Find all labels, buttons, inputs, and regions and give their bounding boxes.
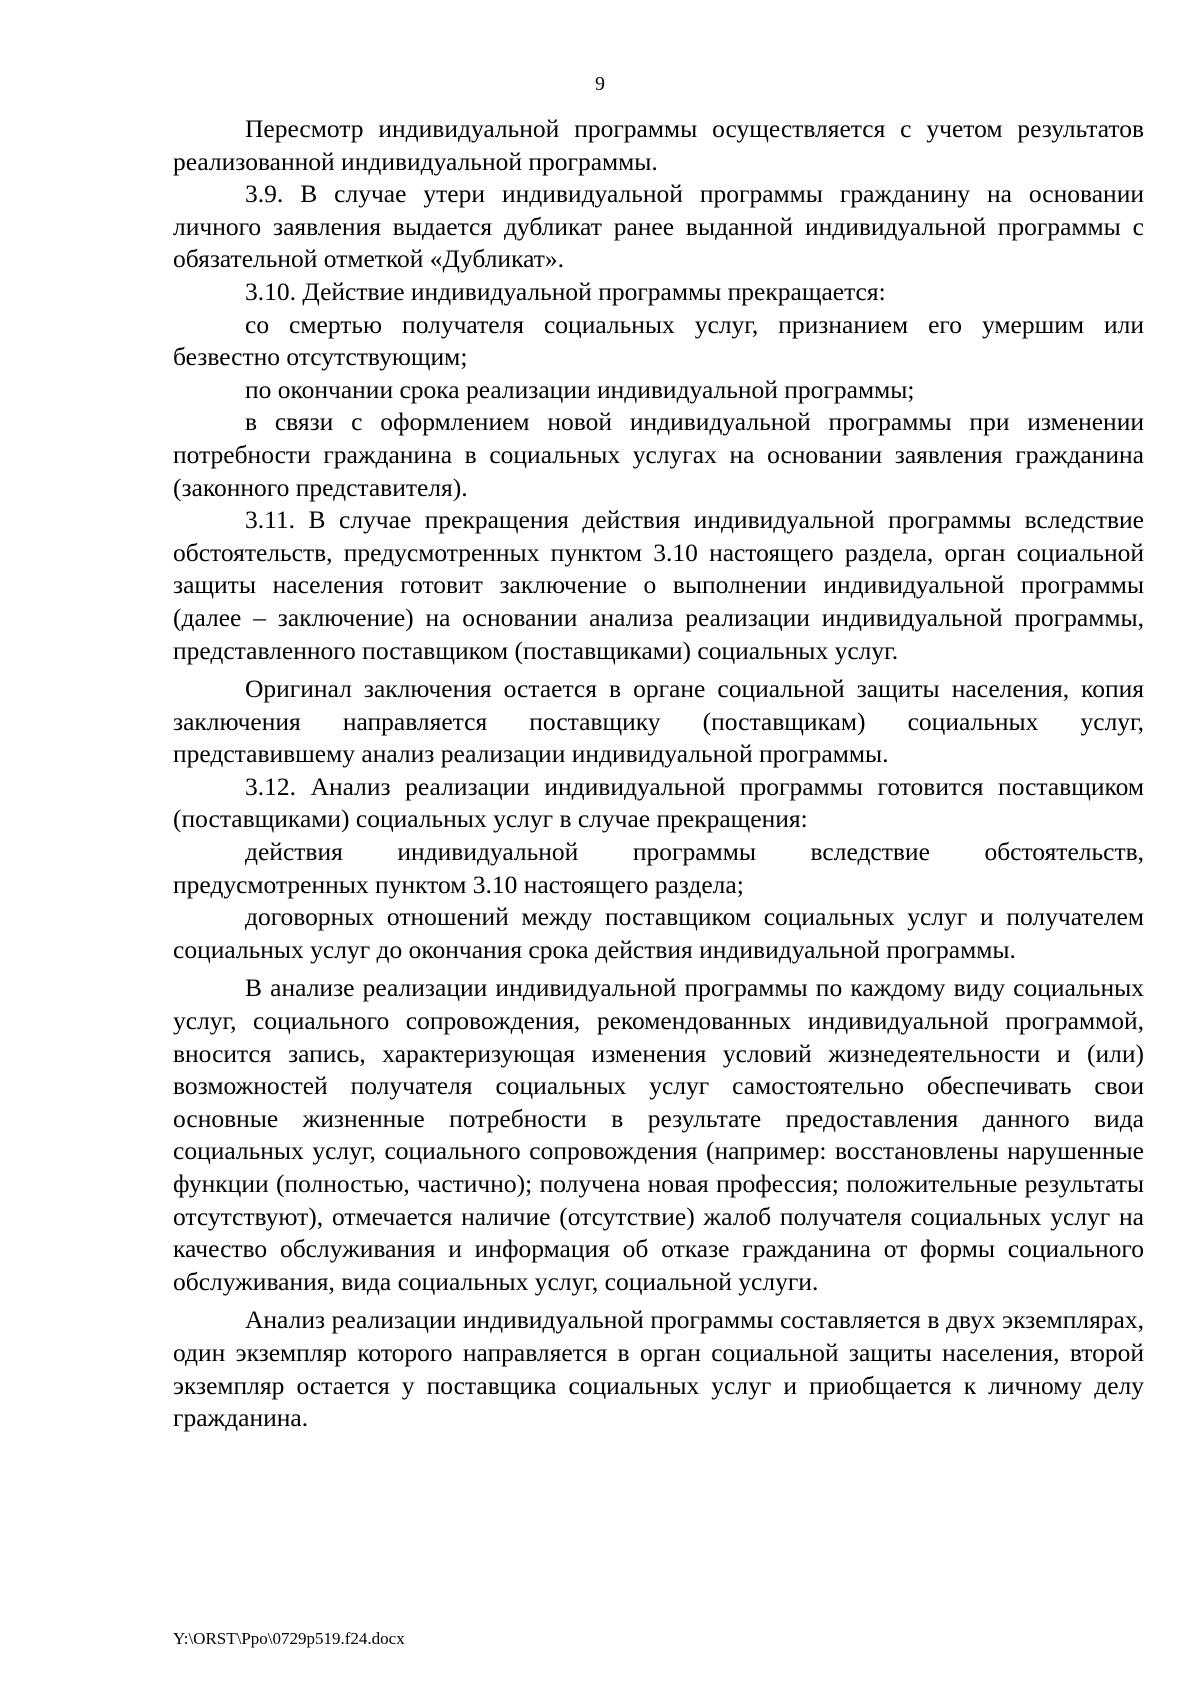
list-item-program-action: действия индивидуальной программы вследствие обстоятельств, предусмотренных пунктом 3.10 настоящего раздела;: [173, 837, 1144, 899]
paragraph-3-11-conclusion: 3.11. В случае прекращения действия индивидуальной программы вследствие обстоятельств, предусмотренных пунктом 3.10 настоящего раздела, орган социальной защиты населения готовит заключение о выполнении индивидуальной программы (далее – заключение) на основании анализа реализации индивидуальной программы, представленного поставщиком (поставщиками) социальных услуг.: [173, 505, 1144, 665]
paragraph-3-12-analysis: 3.12. Анализ реализации индивидуальной программы готовится поставщиком (поставщиками) социальных услуг в случае прекращения:: [173, 771, 1144, 834]
page-number: 9: [595, 73, 605, 95]
list-item-new-program: в связи с оформлением новой индивидуальной программы при изменении потребности гражданина в социальных услугах на основании заявления гражданина (законного представителя).: [173, 407, 1144, 502]
paragraph-revision: Пересмотр индивидуальной программы осуществляется с учетом результатов реализованной индивидуальной программы.: [173, 114, 1144, 176]
paragraph-original-conclusion: Оригинал заключения остается в органе социальной защиты населения, копия заключения направляется поставщику (поставщикам) социальных услуг, представившему анализ реализации индивидуальной программы.: [173, 674, 1144, 769]
list-item-contract-relations: договорных отношений между поставщиком социальных услуг и получателем социальных услуг до окончания срока действия индивидуальной программы.: [173, 902, 1144, 964]
paragraph-3-10-termination: 3.10. Действие индивидуальной программы прекращается:: [245, 276, 886, 306]
footer-file-path: Y:\ORST\Ppo\0729p519.f24.docx: [173, 1629, 405, 1648]
paragraph-3-9-duplicate: 3.9. В случае утери индивидуальной программы гражданину на основании личного заявления выдается дубликат ранее выданной индивидуальной программы с обязательной отметкой «Дубликат».: [173, 179, 1144, 274]
document-body: [173, 113, 1144, 1435]
list-item-term-end: по окончании срока реализации индивидуальной программы;: [245, 374, 915, 404]
paragraph-analysis-copies: Анализ реализации индивидуальной программы составляется в двух экземплярах, один экземпляр которого направляется в орган социальной защиты населения, второй экземпляр остается у поставщика социальных услуг и приобщается к личному делу гражданина.: [173, 1305, 1144, 1433]
list-item-death: со смертью получателя социальных услуг, признанием его умершим или безвестно отсутствующим;: [173, 309, 1144, 372]
paragraph-analysis-content: В анализе реализации индивидуальной программы по каждому виду социальных услуг, социального сопровождения, рекомендованных индивидуальной программой, вносится запись, характеризующая изменения условий жизнедеятельности и (или) возможностей получателя социальных услуг самостоятельно обеспечивать свои основные жизненные потребности в результате предоставления данного вида социальных услуг, социального сопровождения (например: восстановлены нарушенные функции (полностью, частично); получена новая профессия; положительные результаты отсутствуют), отмечается наличие (отсутствие) жалоб получателя социальных услуг на качество обслуживания и информация об отказе гражданина от формы социального обслуживания, вида социальных услуг, социальной услуги.: [173, 973, 1144, 1296]
